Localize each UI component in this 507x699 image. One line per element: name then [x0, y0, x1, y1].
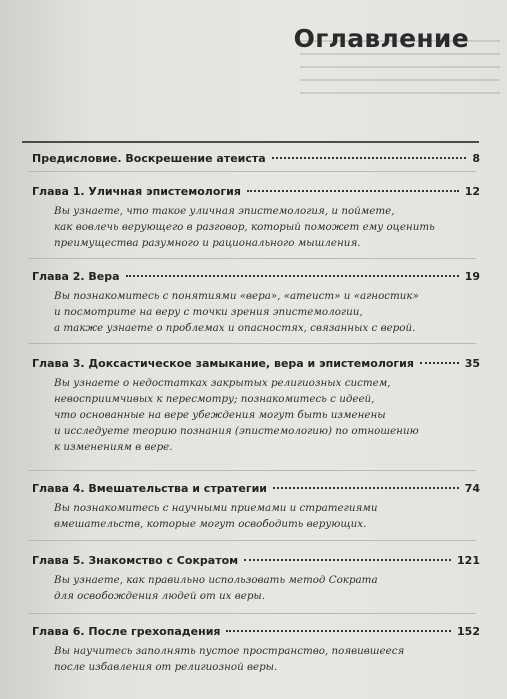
toc-entry-head: [32, 152, 480, 165]
toc-entry-description: [54, 288, 480, 336]
toc-entry-title: Глава 6. После грехопадения: [32, 625, 221, 638]
description-line: Вы узнаете о недостатках закрытых религиозных систем,: [54, 377, 391, 389]
description-line: и посмотрите на веру с точки зрения эпистемологии,: [54, 306, 363, 318]
toc-entry-description: [54, 643, 480, 675]
description-line: Вы познакомитесь с понятиями «вера», «атеист» и «агностик»: [54, 290, 419, 302]
toc-entry-chapter-4[interactable]: [32, 482, 480, 532]
toc-page-number: 12: [464, 185, 480, 198]
toc-page-number: 152: [457, 625, 480, 638]
title-rule: [22, 141, 479, 143]
toc-entry-description: [54, 203, 480, 251]
toc-entry-chapter-1[interactable]: [32, 185, 480, 251]
description-line: после избавления от религиозной веры.: [54, 661, 278, 673]
dot-leader: [272, 157, 467, 159]
dot-leader: [244, 559, 451, 561]
toc-page-number: 35: [464, 357, 480, 370]
toc-entry-title: Глава 1. Уличная эпистемология: [32, 185, 241, 198]
description-line: Вы познакомитесь с научными приемами и стратегиями: [54, 502, 378, 514]
toc-page-number: 8: [472, 152, 480, 165]
toc-entry-head: [32, 270, 480, 283]
entry-separator: [28, 258, 476, 259]
toc-page-number: 19: [464, 270, 480, 283]
toc-entry-title: Глава 3. Доксастическое замыкание, вера и эпистемология: [32, 357, 414, 370]
description-line: невосприимчивых к пересмотру; познакомитесь с идеей,: [54, 393, 375, 405]
entry-separator: [28, 613, 476, 614]
toc-entry-title: Глава 2. Вера: [32, 270, 120, 283]
dot-leader: [247, 190, 459, 192]
description-line: как вовлечь верующего в разговор, который поможет ему оценить: [54, 221, 435, 233]
description-line: для освобождения людей от их веры.: [54, 590, 266, 602]
toc-entry-head: [32, 185, 480, 198]
entry-separator: [28, 343, 476, 344]
toc-entry-chapter-3[interactable]: [32, 357, 480, 455]
dot-leader: [420, 362, 459, 364]
description-line: Вы узнаете, что такое уличная эпистемология, и поймете,: [54, 205, 395, 217]
description-line: вмешательств, которые могут освободить верующих.: [54, 518, 367, 530]
description-line: Вы узнаете, как правильно использовать метод Сократа: [54, 574, 378, 586]
toc-entry-head: [32, 625, 480, 638]
toc-entry-chapter-5[interactable]: [32, 554, 480, 604]
toc-entry-description: [54, 500, 480, 532]
description-line: и исследуете теорию познания (эпистемологию) по отношению: [54, 425, 419, 437]
toc-entry-description: [54, 572, 480, 604]
toc-entry-title: Предисловие. Воскрешение атеиста: [32, 152, 266, 165]
description-line: к изменениям в вере.: [54, 441, 173, 453]
entry-separator: [28, 171, 476, 172]
entry-separator: [28, 540, 476, 541]
description-line: что основанные на вере убеждения могут быть изменены: [54, 409, 386, 421]
dot-leader: [226, 630, 451, 632]
toc-page-number: 121: [457, 554, 480, 567]
page-title: Оглавление: [293, 24, 469, 53]
toc-page-number: 74: [464, 482, 480, 495]
description-line: преимущества разумного и рационального мышления.: [54, 237, 361, 249]
dot-leader: [126, 275, 459, 277]
toc-entry-chapter-2[interactable]: [32, 270, 480, 336]
toc-entry-description: [54, 375, 480, 455]
toc-entry-chapter-6[interactable]: [32, 625, 480, 675]
description-line: а также узнаете о проблемах и опасностях, связанных с верой.: [54, 322, 416, 334]
toc-entry-head: [32, 482, 480, 495]
toc-entry-preface[interactable]: [32, 152, 480, 165]
toc-entry-head: [32, 357, 480, 370]
toc-entry-title: Глава 5. Знакомство с Сократом: [32, 554, 239, 567]
dot-leader: [273, 487, 459, 489]
toc-entry-title: Глава 4. Вмешательства и стратегии: [32, 482, 267, 495]
description-line: Вы научитесь заполнять пустое пространство, появившееся: [54, 645, 405, 657]
entry-separator: [28, 470, 476, 471]
toc-entry-head: [32, 554, 480, 567]
